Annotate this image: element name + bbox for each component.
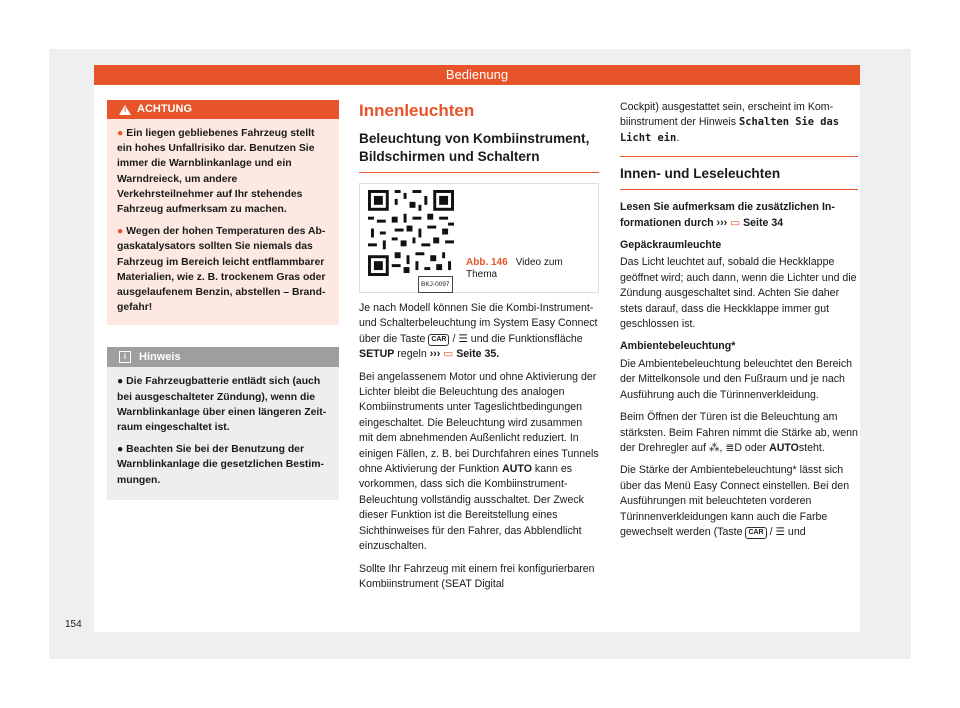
paragraph: Je nach Modell können Sie die Kombi-Instrument- und Schalterbeleuchtung im System Easy Connect über die Taste CAR / ☰ und die Funktionsfläche SETUP regeln ››› ▭ Seite 35. [359, 302, 598, 361]
book-icon: ▭ [730, 216, 741, 229]
bullet-icon: ● [117, 226, 124, 238]
note-item: ● Die Fahrzeugbatterie entlädt sich (auch bei ausgeschalteter Zündung), wenn die Warnblinkanlage über einen längeren Zeitraum eingeschaltet ist. [117, 376, 327, 434]
bullet-icon: ● [117, 444, 127, 456]
auto-label: AUTO [502, 463, 532, 476]
paragraph: Bei angelassenem Motor und ohne Aktivierung der Lichter bleibt die Beleuchtung des analogen Kombiinstruments unter Tageslichtbedingungen eingeschaltet. Die Beleuchtung wird zusammen mit dem abnehmenden Außenlicht reduziert. In einigen Fällen, z. B. bei Durchfahren eines Tunnels ohne Aktivierung der Funktion AUTO kann es vorkommen, dass sich die Kombiinstrument-Beleuchtung vollständig ausschaltet. Der Zweck dieser Funktion ist die Bereitstellung eines Sichthinweises für den Fahrer, das Abblendlicht einzuschalten. [359, 370, 599, 553]
bullet-icon: ● [117, 128, 124, 139]
reference-arrows: ››› [429, 348, 441, 361]
page-number: 154 [65, 619, 82, 630]
subsection-title: Innen- und Leseleuchten [620, 156, 858, 190]
paragraph: Die Ambientebeleuchtung beleuchtet den Bereich der Mittelkonsole und den Fußraum und je nach Ausführung auch die Türinnenverkleidung. [620, 357, 853, 401]
heading-ambientebeleuchtung: Ambientebeleuchtung* [620, 340, 736, 353]
warning-box [107, 100, 339, 325]
middle-column [359, 100, 599, 599]
note-title: Hinweis [139, 351, 181, 364]
warning-item: ● Ein liegen gebliebenes Fahrzeug stellt ein hohes Unfallrisiko dar. Benutzen Sie immer die Warnblinkanlage und ein Warndreieck, um andere Verkehrsteilnehmer auf Ihr stehendes Fahrzeug aufmerksam zu machen. [117, 128, 315, 216]
car-key-icon: CAR [745, 527, 766, 539]
reference-arrows: ››› [716, 216, 728, 229]
paragraph: Beim Öffnen der Türen ist die Beleuchtung am stärksten. Beim Fahren nimmt die Stärke ab, wenn der Drehregler auf ⁂, ≣D oder AUTOsteht. [620, 411, 858, 454]
warning-triangle-icon: ! [119, 105, 131, 115]
figure-video [359, 183, 599, 293]
read-note: Lesen Sie aufmerksam die zusätzlichen Informationen durch ››› ▭ Seite 34 [620, 201, 835, 229]
figure-code: BKJ-0097 [418, 276, 453, 293]
low-beam-icon: ⁂, [708, 441, 723, 454]
qr-code-image[interactable] [368, 190, 454, 276]
left-column [107, 100, 339, 500]
car-key-icon: CAR [428, 334, 449, 346]
page-reference-link[interactable]: Seite 34 [743, 216, 784, 229]
display-message: Schalten Sie das Licht ein [620, 116, 840, 144]
warning-item: ● Wegen der hohen Temperaturen des Abgaskatalysators sollten Sie niemals das Fahrzeug im Bereich leicht entflammbarer Materialien, wie z. B. trockenem Gras oder ausgelaufenem Benzin, abstellen – Brandgefahr! [117, 226, 326, 314]
bullet-icon: ● [117, 376, 127, 388]
figure-label: Abb. 146 [466, 257, 508, 268]
book-icon: ▭ [443, 348, 454, 361]
note-box [107, 347, 339, 499]
section-title: Innenleuchten [359, 101, 475, 120]
heading-gepaeckraumleuchte: Gepäckraumleuchte [620, 239, 722, 252]
paragraph: Die Stärke der Ambientebeleuchtung* lässt sich über das Menü Easy Connect einstellen. Bei den Ausführungen mit beleuchteten vorderen Türinnenverkleidungen kann auch die Farbe gewechselt werden (Taste CAR / ☰ und [620, 464, 850, 538]
warning-title: ACHTUNG [137, 103, 192, 115]
figure-caption: Abb. 146 Video zum Thema [466, 257, 563, 280]
paragraph: Sollte Ihr Fahrzeug mit einem frei konfigurierbaren Kombiinstrument (SEAT Digital [359, 562, 595, 590]
paragraph: Das Licht leuchtet auf, sobald die Heckklappe geöffnet wird; auch dann, wenn die Lichter und die Zündung ausgeschaltet sind. Achten Sie daher stets darauf, dass die Heckklappe immer gut geschlossen ist. [620, 256, 857, 331]
menu-icon: ☰ [458, 332, 468, 345]
section-subtitle: Beleuchtung von Kombiinstrument, Bildschirmen und Schaltern [359, 130, 599, 173]
high-beam-icon: ≣D [725, 441, 742, 454]
setup-label: SETUP [359, 348, 395, 361]
note-item: ● Beachten Sie bei der Benutzung der Warnblinkanlage die gesetzlichen Bestimmungen. [117, 444, 324, 486]
menu-icon: ☰ [775, 525, 785, 538]
note-header [107, 347, 339, 367]
page-reference-link[interactable]: Seite 35. [456, 348, 500, 361]
page-header: Bedienung [94, 65, 860, 85]
warning-header [107, 100, 339, 119]
right-column [620, 100, 858, 547]
paragraph: Cockpit) ausgestattet sein, erscheint im Kombiinstrument der Hinweis Schalten Sie das Licht ein. [620, 101, 840, 144]
auto-label: AUTO [769, 441, 799, 454]
info-icon: i [119, 351, 131, 363]
